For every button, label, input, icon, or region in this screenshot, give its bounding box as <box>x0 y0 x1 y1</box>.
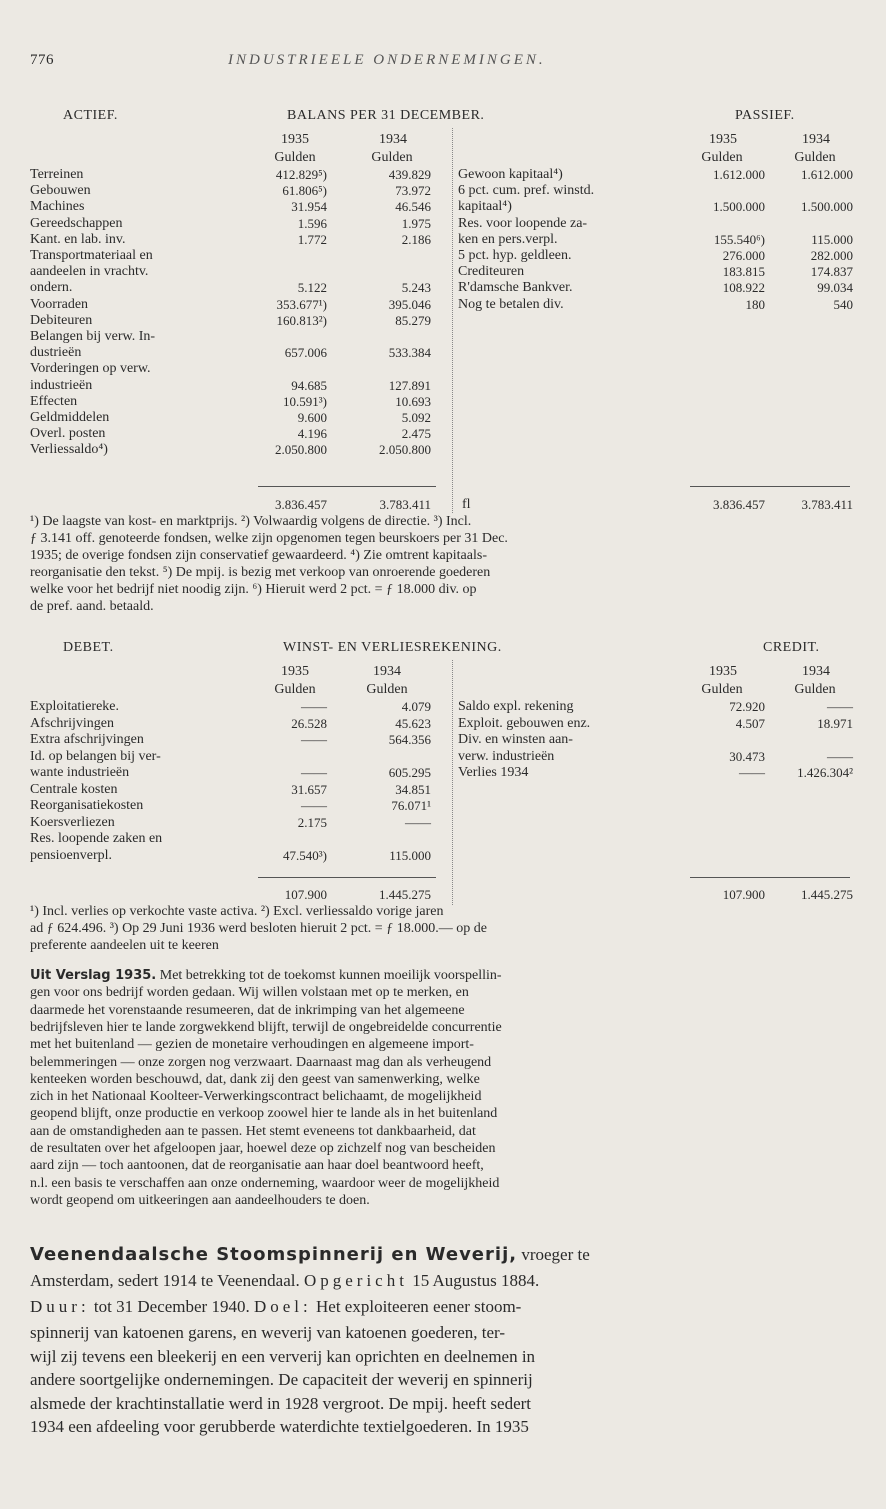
row-value-1935: 183.815 <box>722 264 765 280</box>
row-value-1934: 45.623 <box>395 715 431 731</box>
row-value-1935: 4.196 <box>297 426 327 442</box>
company-line-2 <box>30 1270 864 1293</box>
row-value-1934: 282.000 <box>810 248 853 263</box>
pnl-year-1935-left: 1935 <box>281 664 309 679</box>
row-label: wante industrieën <box>30 765 130 780</box>
balance-unit-right-1: Gulden <box>701 150 743 165</box>
row-value-1935: 412.829⁵) <box>275 167 327 182</box>
row-label: Verliessaldo⁴) <box>30 442 108 458</box>
row-label: kapitaal⁴) <box>458 199 512 215</box>
row-label: R'damsche Bankver. <box>458 280 573 296</box>
row-value-1934: 2.050.800 <box>379 442 431 458</box>
row-value-1935: 72.920 <box>729 699 765 714</box>
row-value-1934: 85.279 <box>395 312 431 328</box>
row-value-1934: 1.612.000 <box>801 167 853 182</box>
row-value-1935: —— <box>739 765 765 780</box>
pnl-year-1934-left: 1934 <box>373 664 401 679</box>
row-value-1934: 10.693 <box>395 393 431 409</box>
balance-title: BALANS PER 31 DECEMBER. <box>287 108 485 123</box>
row-label: Debiteuren <box>30 312 93 328</box>
row-label: Voorraden <box>30 296 89 312</box>
row-value-1934: 605.295 <box>388 765 431 780</box>
row-value-1935: 155.540⁶) <box>713 231 765 247</box>
row-value-1935: 1.500.000 <box>713 199 765 215</box>
row-label: Extra afschrijvingen <box>30 732 144 747</box>
row-value-1935: 1.612.000 <box>713 167 765 182</box>
report-heading: Uit Verslag 1935. <box>30 968 157 983</box>
pnl-footnote-line: preferente aandeelen uit te keeren <box>30 938 219 953</box>
report-line: belemmeringen — onze zorgen nog verzwaart. Daarnaast mag dan als verheugend <box>30 1054 492 1070</box>
row-value-1935: 61.806⁵) <box>282 183 327 199</box>
row-label: Koersverliezen <box>30 814 115 830</box>
assets-total-rule <box>258 486 436 487</box>
row-value-1935: 10.591³) <box>283 393 327 409</box>
liabilities-total-1935: 3.836.457 <box>713 497 765 512</box>
row-value-1934: 34.851 <box>395 781 431 797</box>
row-value-1934: 439.829 <box>388 167 431 182</box>
balance-unit-right-2: Gulden <box>794 150 836 165</box>
row-value-1934: 115.000 <box>389 847 431 863</box>
report-line: aan de omstandigheden aan te passen. Het stemt eveneens tot dankbaarheid, dat <box>30 1123 476 1139</box>
row-value-1934: 5.243 <box>401 280 431 296</box>
row-value-1935: 1.596 <box>297 215 327 231</box>
row-value-1934: 99.034 <box>817 280 853 296</box>
report-line: kenteeken worden beschouwd, dat, dank zij den geest van samenwerking, welke <box>30 1071 480 1087</box>
row-label: ken en pers.verpl. <box>458 231 558 247</box>
row-label: Geldmiddelen <box>30 410 110 425</box>
row-label: industrieën <box>30 377 93 393</box>
row-value-1934: 1.500.000 <box>801 199 853 215</box>
row-label: Saldo expl. rekening <box>458 699 574 714</box>
row-value-1934: —— <box>827 699 853 714</box>
row-label: Vorderingen op verw. <box>30 361 151 377</box>
balance-footnote-line: reorganisatie den tekst. ⁵) De mpij. is bezig met verkoop van onroerende goederen <box>30 565 491 580</box>
company-body-line: 1934 een afdeeling voor gerubberde waterdichte textielgoederen. In 1935 <box>30 1417 529 1436</box>
report-line: gen voor ons bedrijf worden gedaan. Wij willen volstaan met op te merken, en <box>30 985 469 1001</box>
pnl-right-label: CREDIT. <box>763 640 820 655</box>
purpose-label: Doel: <box>253 1297 312 1316</box>
pnl-year-1934-right: 1934 <box>802 664 830 679</box>
row-label: ondern. <box>30 280 73 296</box>
row-label: Res. voor loopende za- <box>458 215 588 231</box>
credit-total-1934: 1.445.275 <box>801 887 853 902</box>
duration-label: Duur: <box>30 1297 90 1316</box>
row-value-1935: —— <box>301 732 327 747</box>
balance-footnote-line: welke voor het bedrijf niet noodig zijn. ⁶) Hieruit werd 2 pct. = ƒ 18.000 div. op <box>30 582 477 597</box>
row-value-1935: 47.540³) <box>283 847 327 863</box>
credit-total-rule <box>690 877 850 878</box>
row-label: Afschrijvingen <box>30 715 114 731</box>
row-value-1934: 1.426.304² <box>797 765 853 780</box>
row-value-1935: 31.657 <box>291 781 327 797</box>
assets-total-1935: 3.836.457 <box>275 497 327 512</box>
row-value-1935: —— <box>301 765 327 780</box>
row-value-1935: 353.677¹) <box>276 296 327 312</box>
founded-label: Opgericht <box>303 1271 408 1290</box>
report-line: wordt geopend om uitkeeringen aan aandeelhouders te doen. <box>30 1192 370 1208</box>
row-value-1934: 395.046 <box>388 296 431 312</box>
pnl-divider <box>452 660 453 905</box>
row-label: Terreinen <box>30 167 84 182</box>
row-value-1934: 46.546 <box>395 199 431 215</box>
row-label: Gewoon kapitaal⁴) <box>458 167 563 182</box>
row-value-1935: 2.175 <box>297 814 327 830</box>
row-label: Div. en winsten aan- <box>458 732 573 747</box>
row-value-1934: 73.972 <box>395 183 431 199</box>
row-value-1934: 1.975 <box>401 215 431 231</box>
balance-year-1934-right: 1934 <box>802 132 830 147</box>
balance-divider <box>452 128 453 513</box>
liabilities-total-1934: 3.783.411 <box>801 497 853 512</box>
row-label: Res. loopende zaken en <box>30 831 163 846</box>
row-value-1935: —— <box>301 699 327 714</box>
row-value-1934: 533.384 <box>388 345 431 361</box>
liabilities-total-rule <box>690 486 850 487</box>
founded-date: 15 Augustus 1884. <box>407 1271 540 1290</box>
company-body-line: spinnerij van katoenen garens, en weverij van katoenen goederen, ter- <box>30 1323 505 1342</box>
row-value-1934: —— <box>827 748 853 764</box>
row-value-1934: 115.000 <box>811 231 853 247</box>
row-value-1934: 18.971 <box>817 715 853 731</box>
balance-year-1934-left: 1934 <box>379 132 407 147</box>
company-body-line: andere soortgelijke ondernemingen. De capaciteit der weverij en spinnerij <box>30 1370 533 1389</box>
balance-footnote-line: ƒ 3.141 off. genoteerde fondsen, welke zijn opgenomen tegen beurskoers per 31 Dec. <box>30 531 508 546</box>
report-line-0: Met betrekking tot de toekomst kunnen moeilijk voorspellin- <box>159 968 502 983</box>
pnl-title: WINST- EN VERLIESREKENING. <box>283 640 502 655</box>
company-line-1 <box>30 1244 864 1267</box>
company-name: Veenendaalsche Stoomspinnerij en Weverij, <box>30 1244 518 1265</box>
balance-unit-left-1: Gulden <box>274 150 316 165</box>
pnl-unit-left-1: Gulden <box>274 682 316 697</box>
row-label: Exploit. gebouwen enz. <box>458 715 591 731</box>
row-label: Crediteuren <box>458 264 525 280</box>
credit-total-1935: 107.900 <box>722 887 765 902</box>
report-line: geopend blijft, onze productie en verkoop zoowel hier te lande als in het buitenland <box>30 1106 498 1122</box>
debit-total-1935: 107.900 <box>284 887 327 902</box>
company-body-line: alsmede der krachtinstallatie werd in 1928 vergroot. De mpij. heeft sedert <box>30 1393 532 1413</box>
company-line-3 <box>30 1296 864 1319</box>
report-line: zich in het Nationaal Koolteer-Verwerkingscontract belichaamt, de mogelijkheid <box>30 1089 482 1105</box>
report-line: bedrijfsleven hier te lande zorgwekkend blijft, terwijl de ongebreidelde concurrentie <box>30 1019 502 1035</box>
row-value-1934: 174.837 <box>810 264 853 280</box>
row-label: Centrale kosten <box>30 781 118 797</box>
row-value-1934: —— <box>405 814 431 830</box>
balance-left-label: ACTIEF. <box>63 108 118 123</box>
row-label: Machines <box>30 199 85 215</box>
row-label: Nog te betalen div. <box>458 296 564 312</box>
report-line: daarmede het vorenstaande resumeeren, dat de inkrimping van het algemeene <box>30 1002 465 1018</box>
row-value-1934: 2.475 <box>401 426 431 442</box>
row-value-1935: 94.685 <box>291 377 327 393</box>
row-label: verw. industrieën <box>458 748 555 764</box>
row-label: Belangen bij verw. In- <box>30 329 156 344</box>
running-title: INDUSTRIEELE ONDERNEMINGEN. <box>228 52 546 68</box>
row-label: Kant. en lab. inv. <box>30 231 126 247</box>
balance-year-1935-left: 1935 <box>281 132 309 147</box>
row-value-1935: 30.473 <box>729 748 765 764</box>
row-value-1934: 2.186 <box>401 231 431 247</box>
row-value-1934: 4.079 <box>401 699 431 714</box>
row-value-1935: 108.922 <box>722 280 765 296</box>
row-value-1935: —— <box>301 798 327 813</box>
debit-total-rule <box>258 877 436 878</box>
pnl-footnote-line: ad ƒ 624.496. ³) Op 29 Juni 1936 werd besloten hieruit 2 pct. = ƒ 18.000.— op de <box>30 921 487 936</box>
report-line-first <box>30 968 864 984</box>
row-value-1935: 2.050.800 <box>275 442 327 458</box>
row-value-1935: 5.122 <box>297 280 327 296</box>
row-label: Effecten <box>30 393 78 409</box>
row-label: Gereedschappen <box>30 215 123 231</box>
balance-unit-left-2: Gulden <box>371 150 413 165</box>
pnl-year-1935-right: 1935 <box>709 664 737 679</box>
balance-footnote-line: ¹) De laagste van kost- en marktprijs. ²) Volwaardig volgens de directie. ³) Incl. <box>30 514 472 529</box>
currency-marker: fl <box>462 497 471 512</box>
row-value-1935: 4.507 <box>735 715 765 731</box>
row-value-1934: 564.356 <box>388 732 431 747</box>
row-label: Reorganisatiekosten <box>30 798 144 813</box>
balance-footnote-line: de pref. aand. betaald. <box>30 599 154 614</box>
report-line: n.l. een basis te verschaffen aan onze onderneming, waardoor weer de mogelijkheid <box>30 1175 500 1191</box>
debit-total-1934: 1.445.275 <box>379 887 431 902</box>
balance-right-label: PASSIEF. <box>735 108 795 123</box>
pnl-left-label: DEBET. <box>63 640 114 655</box>
balance-footnote-line: 1935; de overige fondsen zijn conservatief gewaardeerd. ⁴) Zie omtrent kapitaals- <box>30 548 487 563</box>
pnl-unit-right-1: Gulden <box>701 682 743 697</box>
company-location: Amsterdam, sedert 1914 te Veenendaal. <box>30 1271 304 1290</box>
row-value-1935: 180 <box>745 296 765 312</box>
row-label: Overl. posten <box>30 426 106 442</box>
row-label: 6 pct. cum. pref. winstd. <box>458 183 595 199</box>
row-label: Exploitatiereke. <box>30 699 120 714</box>
row-value-1934: 127.891 <box>388 377 431 393</box>
row-label: dustrieën <box>30 345 82 361</box>
page-number: 776 <box>30 52 54 68</box>
pnl-footnote-line: ¹) Incl. verlies op verkochte vaste activa. ²) Excl. verliessaldo vorige jaren <box>30 904 444 919</box>
row-label: 5 pct. hyp. geldleen. <box>458 248 572 263</box>
assets-total-1934: 3.783.411 <box>379 497 431 512</box>
duration-value: tot 31 December 1940. <box>89 1297 254 1316</box>
purpose-start: Het exploiteeren eener stoom- <box>311 1297 522 1316</box>
pnl-unit-right-2: Gulden <box>794 682 836 697</box>
row-value-1934: 540 <box>833 296 853 312</box>
balance-year-1935-right: 1935 <box>709 132 737 147</box>
row-value-1935: 9.600 <box>297 410 327 425</box>
row-value-1935: 26.528 <box>291 715 327 731</box>
report-line: aard zijn — toch aantoonen, dat de reorganisatie aan haar doel beantwoord heeft, <box>30 1158 484 1174</box>
row-value-1935: 31.954 <box>291 199 327 215</box>
report-line: de resultaten over het afgeloopen jaar, hoewel deze op zichzelf nog van bescheiden <box>30 1141 496 1156</box>
company-suffix: vroeger te <box>521 1245 590 1264</box>
row-value-1935: 657.006 <box>284 345 327 361</box>
company-body-line: wijl zij tevens een bleekerij en een ververij kan oprichten en deelnemen in <box>30 1346 536 1366</box>
row-value-1935: 1.772 <box>297 231 327 247</box>
row-value-1935: 276.000 <box>722 248 765 263</box>
row-label: Id. op belangen bij ver- <box>30 748 161 764</box>
report-line: met het buitenland — gezien de monetaire verhoudingen en algemeene import- <box>30 1037 474 1053</box>
row-value-1934: 5.092 <box>401 410 431 425</box>
row-value-1934: 76.071¹ <box>391 798 431 813</box>
row-label: pensioenverpl. <box>30 847 113 863</box>
row-value-1935: 160.813²) <box>276 312 327 328</box>
row-label: aandeelen in vrachtv. <box>30 264 149 280</box>
pnl-unit-left-2: Gulden <box>366 682 408 697</box>
row-label: Verlies 1934 <box>458 765 529 780</box>
row-label: Transportmateriaal en <box>30 248 153 263</box>
row-label: Gebouwen <box>30 183 91 199</box>
